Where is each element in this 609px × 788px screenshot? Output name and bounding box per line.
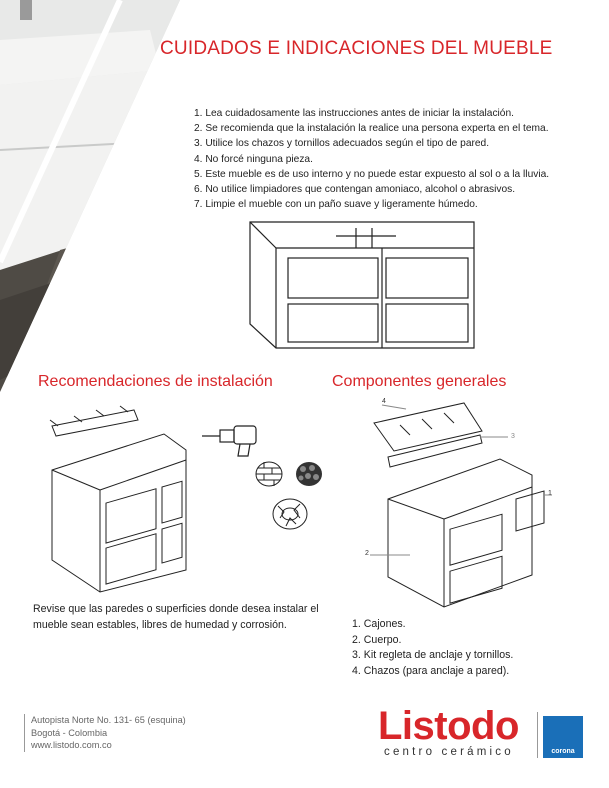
corona-badge <box>543 716 583 758</box>
instruction-item: 1. Lea cuidadosamente las instrucciones antes de iniciar la instalación. <box>194 108 514 119</box>
components-section-title: Componentes generales <box>332 373 507 390</box>
corona-badge-label: corona <box>551 748 575 755</box>
instruction-item: 5. Este mueble es de uso interno y no puede estar expuesto al sol o a la lluvia. <box>194 168 550 180</box>
instructions-list <box>194 106 549 212</box>
footer-address <box>24 714 186 752</box>
instruction-item: 7. Limpie el mueble con un paño suave y ligeramente húmedo. <box>194 199 478 211</box>
address-line: Autopista Norte No. 131- 65 (esquina) <box>31 715 186 725</box>
drill-icon <box>200 422 270 458</box>
callout-2: 2 <box>365 550 369 557</box>
callout-3: 3 <box>511 433 515 440</box>
stone-wall-icon <box>294 460 324 488</box>
component-item: 2. Cuerpo. <box>352 633 402 646</box>
cracked-wall-icon <box>270 496 310 532</box>
components-drawing <box>360 395 560 610</box>
instruction-item: 6. No utilice limpiadores que contengan amoniaco, alcohol o abrasivos. <box>194 184 516 196</box>
page-title: CUIDADOS E INDICACIONES DEL MUEBLE <box>160 38 553 59</box>
brand-logo: Listodo <box>378 704 519 748</box>
instruction-item: 3. Utilice los chazos y tornillos adecuados según el tipo de pared. <box>194 138 490 150</box>
components-list <box>352 617 513 679</box>
component-item: 4. Chazos (para anclaje a pared). <box>352 664 510 677</box>
cabinet-photo <box>0 0 190 400</box>
brick-wall-icon <box>254 460 284 488</box>
instruction-item: 2. Se recomienda que la instalación la realice una persona experta en el tema. <box>194 123 549 135</box>
callout-1: 1 <box>548 490 552 497</box>
address-line: Bogotá - Colombia <box>31 727 108 738</box>
brand-tagline: centro cerámico <box>384 746 514 758</box>
callout-4: 4 <box>382 398 386 405</box>
component-item: 3. Kit regleta de anclaje y tornillos. <box>352 649 514 662</box>
install-note: Revise que las paredes o superficies donde desea instalar el mueble sean estables, libres de humedad y corrosión. <box>33 603 319 631</box>
install-section-title: Recomendaciones de instalación <box>38 373 273 390</box>
instruction-item: 4. No forcé ninguna pieza. <box>194 153 313 165</box>
website-link[interactable]: www.listodo.com.co <box>31 740 112 751</box>
brand-divider <box>537 712 538 758</box>
install-drawing <box>40 400 200 595</box>
component-item: 1. Cajones. <box>352 618 406 630</box>
cabinet-drawing <box>246 218 480 353</box>
